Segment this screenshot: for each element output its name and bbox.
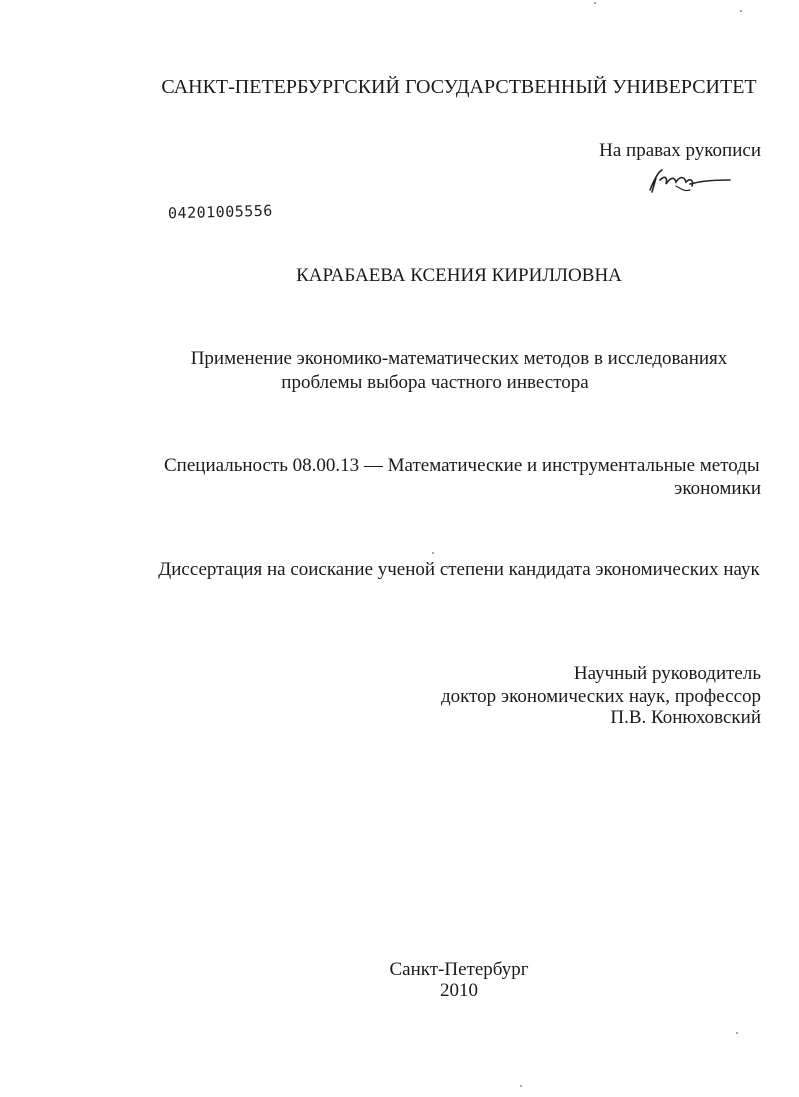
archive-number-stamp: 04201005556	[167, 201, 274, 223]
specialty-line-2: экономики	[674, 478, 761, 499]
specialty-line-1: Специальность 08.00.13 — Математические и инструментальные методы	[164, 455, 760, 476]
scan-speck	[594, 2, 596, 4]
advisor-degree: доктор экономических наук, профессор	[440, 686, 761, 707]
handwritten-signature	[646, 166, 732, 196]
dissertation-title-line-2: проблемы выбора частного инвестора	[281, 372, 589, 393]
dissertation-degree-statement: Диссертация на соискание ученой степени кандидата экономических наук	[158, 559, 760, 580]
dissertation-title-line-1: Применение экономико-математических методов в исследованиях	[190, 348, 728, 369]
advisor-role: Научный руководитель	[573, 663, 761, 684]
scan-speck	[432, 552, 434, 554]
manuscript-rights-note: На правах рукописи	[599, 140, 761, 161]
advisor-name: П.В. Конюховский	[610, 707, 761, 728]
author-name: КАРАБАЕВА КСЕНИЯ КИРИЛЛОВНА	[296, 265, 622, 286]
city: Санкт-Петербург	[389, 959, 529, 980]
university-name: САНКТ-ПЕТЕРБУРГСКИЙ ГОСУДАРСТВЕННЫЙ УНИВЕРСИТЕТ	[161, 76, 757, 98]
scan-speck	[740, 10, 742, 12]
year: 2010	[440, 980, 478, 1001]
scan-speck	[520, 1085, 522, 1087]
scan-speck	[736, 1032, 738, 1034]
